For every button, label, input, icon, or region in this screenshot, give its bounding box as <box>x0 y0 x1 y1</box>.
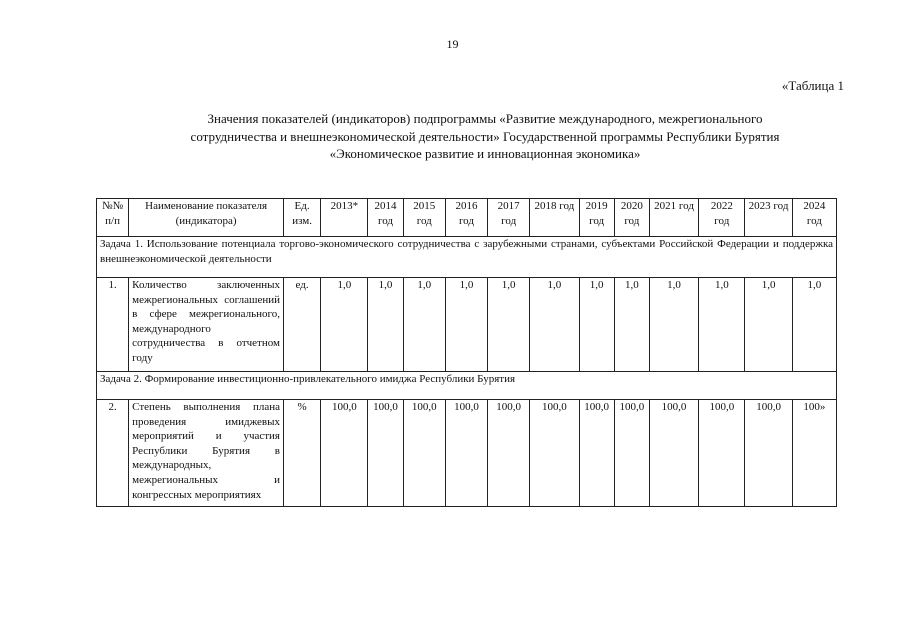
header-year: 2021 год <box>649 199 698 237</box>
value-cell: 100» <box>792 400 836 507</box>
value-cell: 100,0 <box>579 400 614 507</box>
title-line: сотрудничества и внешнеэкономической деятельности» Государственной программы Республики Бурятия <box>190 128 780 144</box>
header-year: 2013* <box>321 199 368 237</box>
header-num: №№ п/п <box>97 199 129 237</box>
value-cell: 1,0 <box>321 278 368 372</box>
value-cell: 1,0 <box>488 278 530 372</box>
header-year: 2020 год <box>614 199 649 237</box>
indicator-name: Количество заключенных межрегиональных соглашений в сфере межрегионального, международного сотрудничества в отчетном году <box>129 278 284 372</box>
value-cell: 1,0 <box>403 278 445 372</box>
document-title <box>120 110 850 163</box>
table-caption: «Таблица 1 <box>781 78 844 93</box>
value-cell: 1,0 <box>745 278 792 372</box>
value-cell: 100,0 <box>445 400 487 507</box>
value-cell: 100,0 <box>368 400 403 507</box>
value-cell: 100,0 <box>321 400 368 507</box>
value-cell: 1,0 <box>792 278 836 372</box>
indicator-name: Степень выполнения плана проведения имиджевых мероприятий и участия Республики Бурятия в международных, межрегиональных и конгрессных мероприятиях <box>129 400 284 507</box>
indicators-table <box>96 198 837 507</box>
header-year: 2017 год <box>488 199 530 237</box>
header-name: Наименование показателя (индикатора) <box>129 199 284 237</box>
value-cell: 100,0 <box>530 400 579 507</box>
value-cell: 100,0 <box>649 400 698 507</box>
row-number: 1. <box>97 278 129 372</box>
task-1-text: Задача 1. Использование потенциала торгово-экономического сотрудничества с зарубежными странами, субъектами Российской Федерации и поддержка внешнеэкономической деятельности <box>97 237 837 278</box>
value-cell: 100,0 <box>745 400 792 507</box>
title-line: Значения показателей (индикаторов) подпрограммы «Развитие международного, межрегионального <box>207 111 763 126</box>
value-cell: 1,0 <box>699 278 745 372</box>
row-number: 2. <box>97 400 129 507</box>
unit-cell: % <box>284 400 321 507</box>
task-row <box>97 372 837 400</box>
value-cell: 100,0 <box>699 400 745 507</box>
header-year: 2014 год <box>368 199 403 237</box>
unit-cell: ед. <box>284 278 321 372</box>
value-cell: 100,0 <box>614 400 649 507</box>
value-cell: 1,0 <box>368 278 403 372</box>
table-row <box>97 400 837 507</box>
header-year: 2022 год <box>699 199 745 237</box>
header-year: 2023 год <box>745 199 792 237</box>
value-cell: 100,0 <box>403 400 445 507</box>
value-cell: 1,0 <box>530 278 579 372</box>
value-cell: 100,0 <box>488 400 530 507</box>
header-year: 2015 год <box>403 199 445 237</box>
header-unit: Ед. изм. <box>284 199 321 237</box>
value-cell: 1,0 <box>445 278 487 372</box>
value-cell: 1,0 <box>579 278 614 372</box>
header-year: 2016 год <box>445 199 487 237</box>
value-cell: 1,0 <box>649 278 698 372</box>
table-header-row <box>97 199 837 237</box>
page-number: 19 <box>446 37 459 51</box>
header-year: 2024 год <box>792 199 836 237</box>
header-year: 2019 год <box>579 199 614 237</box>
title-line: «Экономическое развитие и инновационная экономика» <box>329 146 641 161</box>
task-2-text: Задача 2. Формирование инвестиционно-привлекательного имиджа Республики Бурятия <box>97 372 837 400</box>
table-row <box>97 278 837 372</box>
value-cell: 1,0 <box>614 278 649 372</box>
header-year: 2018 год <box>530 199 579 237</box>
task-row <box>97 237 837 278</box>
